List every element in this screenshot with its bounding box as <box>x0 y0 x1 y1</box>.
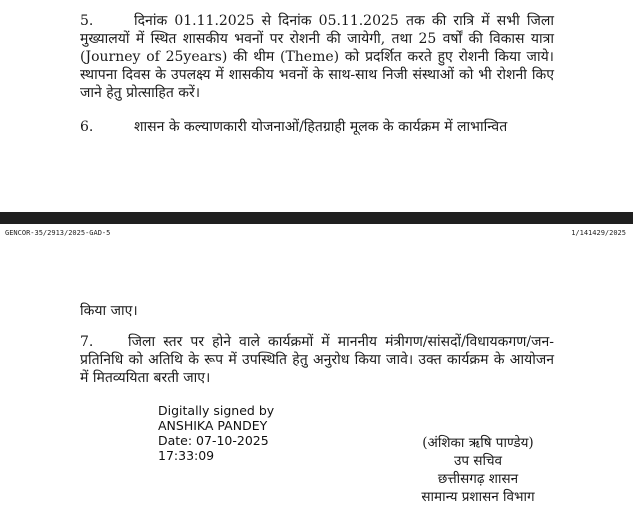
signature-date: Date: 07-10-2025 <box>158 433 269 448</box>
officer-signature-block <box>398 434 558 506</box>
page-top-section <box>0 0 633 212</box>
continuation-text: किया जाए। <box>80 303 138 319</box>
signature-signer-name: ANSHIKA PANDEY <box>158 418 268 433</box>
paragraph-6-text: शासन के कल्याणकारी योजनाओं/हितग्राही मूलक के कार्यक्रम में लाभान्वित <box>134 119 508 135</box>
document-footer <box>0 227 633 239</box>
paragraph-7 <box>80 333 554 387</box>
paragraph-6-number: 6. <box>80 119 94 135</box>
paragraph-7-text: जिला स्तर पर होने वाले कार्यक्रमों में माननीय मंत्रीगण/सांसदों/विधायकगण/जन-प्रतिनिधि को अतिथि के रूप में उपस्थिति हेतु अनुरोध किया जावे। उक्त कार्यक्रम के आयोजन में मितव्ययिता बरती जाए। <box>80 334 554 386</box>
page-break-divider <box>0 212 633 224</box>
paragraph-7-number: 7. <box>80 334 94 350</box>
paragraph-5 <box>80 12 554 102</box>
file-code-left: GENCOR-35/2913/2025-GAD-5 <box>5 229 111 237</box>
paragraph-6 <box>80 118 554 136</box>
file-code-right: 1/141429/2025 <box>571 229 626 237</box>
officer-government: छत्तीसगढ़ शासन <box>437 471 519 487</box>
paragraph-5-text: दिनांक 01.11.2025 से दिनांक 05.11.2025 तक की रात्रि में सभी जिला मुख्यालयों में स्थित शासकीय भवनों पर रोशनी की जायेगी, तथा 25 वर्षों की विकास यात्रा (Journey of 25years) की थीम (Theme) को प्रदर्शित करते हुए रोशनी किया जाये। स्थापना दिवस के उपलक्ष्य में शासकीय भवनों के साथ-साथ निजी संस्थाओं को भी रोशनी किए जाने हेतु प्रोत्साहित करें। <box>80 13 554 101</box>
signature-time: 17:33:09 <box>158 448 215 463</box>
officer-department: सामान्य प्रशासन विभाग <box>421 489 535 505</box>
officer-designation: उप सचिव <box>453 453 503 469</box>
paragraph-5-number: 5. <box>80 13 94 29</box>
signature-line-1: Digitally signed by <box>158 403 275 418</box>
officer-name: (अंशिका ऋषि पाण्डेय) <box>422 435 534 451</box>
digital-signature-block <box>158 403 298 463</box>
